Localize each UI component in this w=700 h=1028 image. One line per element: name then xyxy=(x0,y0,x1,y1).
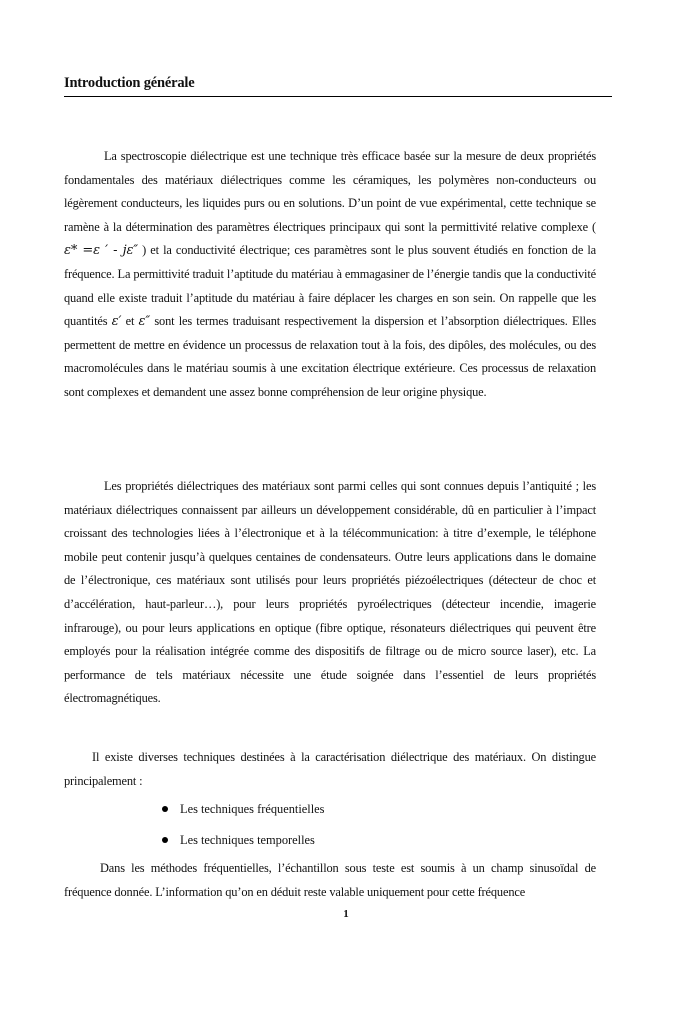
techniques-list xyxy=(160,794,325,856)
epsilon-imag-symbol: ε″ xyxy=(138,314,151,330)
epsilon-real-symbol: ε′ xyxy=(111,314,122,330)
section-title: Introduction générale xyxy=(64,75,195,91)
page-number: 1 xyxy=(343,908,349,920)
list-item-text: Les techniques temporelles xyxy=(180,833,315,847)
permittivity-formula: ε* =ε ′ - jε″ xyxy=(64,243,138,259)
paragraph-frequency-methods: Dans les méthodes fréquentielles, l’échantillon sous teste est soumis à un champ sinusoïdal de fréquence donnée. L’information qu’on en déduit reste valable uniquement pour cette fréquence xyxy=(64,861,596,899)
paragraph-text: La spectroscopie diélectrique est une technique très efficace basée sur la mesure de deux propriétés fondamentales des matériaux diélectriques comme les céramiques, les polymères non-conducteurs ou légèrement conducteurs, les liquides purs ou en solutions. D’un point de vue expérimental, cette technique se ramène à la détermination des paramètres électriques principaux qui sont la permittivité relative complexe ( xyxy=(64,149,596,234)
list-item xyxy=(160,825,325,856)
paragraph-techniques: Il existe diverses techniques destinées à la caractérisation diélectrique des matériaux. On distingue principalement : xyxy=(64,750,596,788)
list-item-text: Les techniques fréquentielles xyxy=(180,802,325,816)
paragraph-text: et xyxy=(125,314,135,329)
bullet-icon xyxy=(162,806,168,812)
paragraph-applications: Les propriétés diélectriques des matériaux sont parmi celles qui sont connues depuis l’antiquité ; les matériaux diélectriques connaissent par ailleurs un développement considérable, dû en particulier à l’impact croissant des technologies liées à l’électronique et à la télécommunication: à titre d’exemple, le téléphone mobile peut contenir jusqu’à quelques centaines de condensateurs. Outre leurs applications dans le domaine de l’électronique, ces matériaux sont utilisés pour leurs propriétés piézoélectriques (détecteur de choc et d’accélération, haut-parleur…), pour leurs propriétés pyroélectriques (détecteur incendie, imagerie infrarouge), ou pour leurs applications en optique (fibre optique, résonateurs diélectriques qui peuvent être employés pour la réalisation intégrée comme des dispositifs de filtrage ou de micro source laser), etc. La performance de tels matériaux nécessite une étude soignée dans l’essentiel de leurs propriétés électromagnétiques. xyxy=(64,479,596,706)
section-header xyxy=(64,74,612,97)
list-item xyxy=(160,794,325,825)
paragraph-intro xyxy=(64,145,596,405)
bullet-icon xyxy=(162,837,168,843)
paragraph-text: sont les termes traduisant respectivement la dispersion et l’absorption diélectriques. Elles permettent de mettre en évidence un processus de relaxation tout à la fois, des dipôles, des molécules, ou des macromolécules dans le matériau soumis à une excitation électrique extérieure. Ces processus de relaxation sont complexes et demandent une assez bonne compréhension de leur origine physique. xyxy=(64,314,596,399)
paragraph-text: ) et la conductivité électrique; ces paramètres sont le plus souvent étudiés en fonction de la fréquence. La permittivité traduit l’aptitude du matériau à emmagasiner de l’énergie tandis que la conductivité quand elle existe traduit l’aptitude du matériau à faire déplacer les charges en son sein. On rappelle que les quantités xyxy=(64,243,596,329)
